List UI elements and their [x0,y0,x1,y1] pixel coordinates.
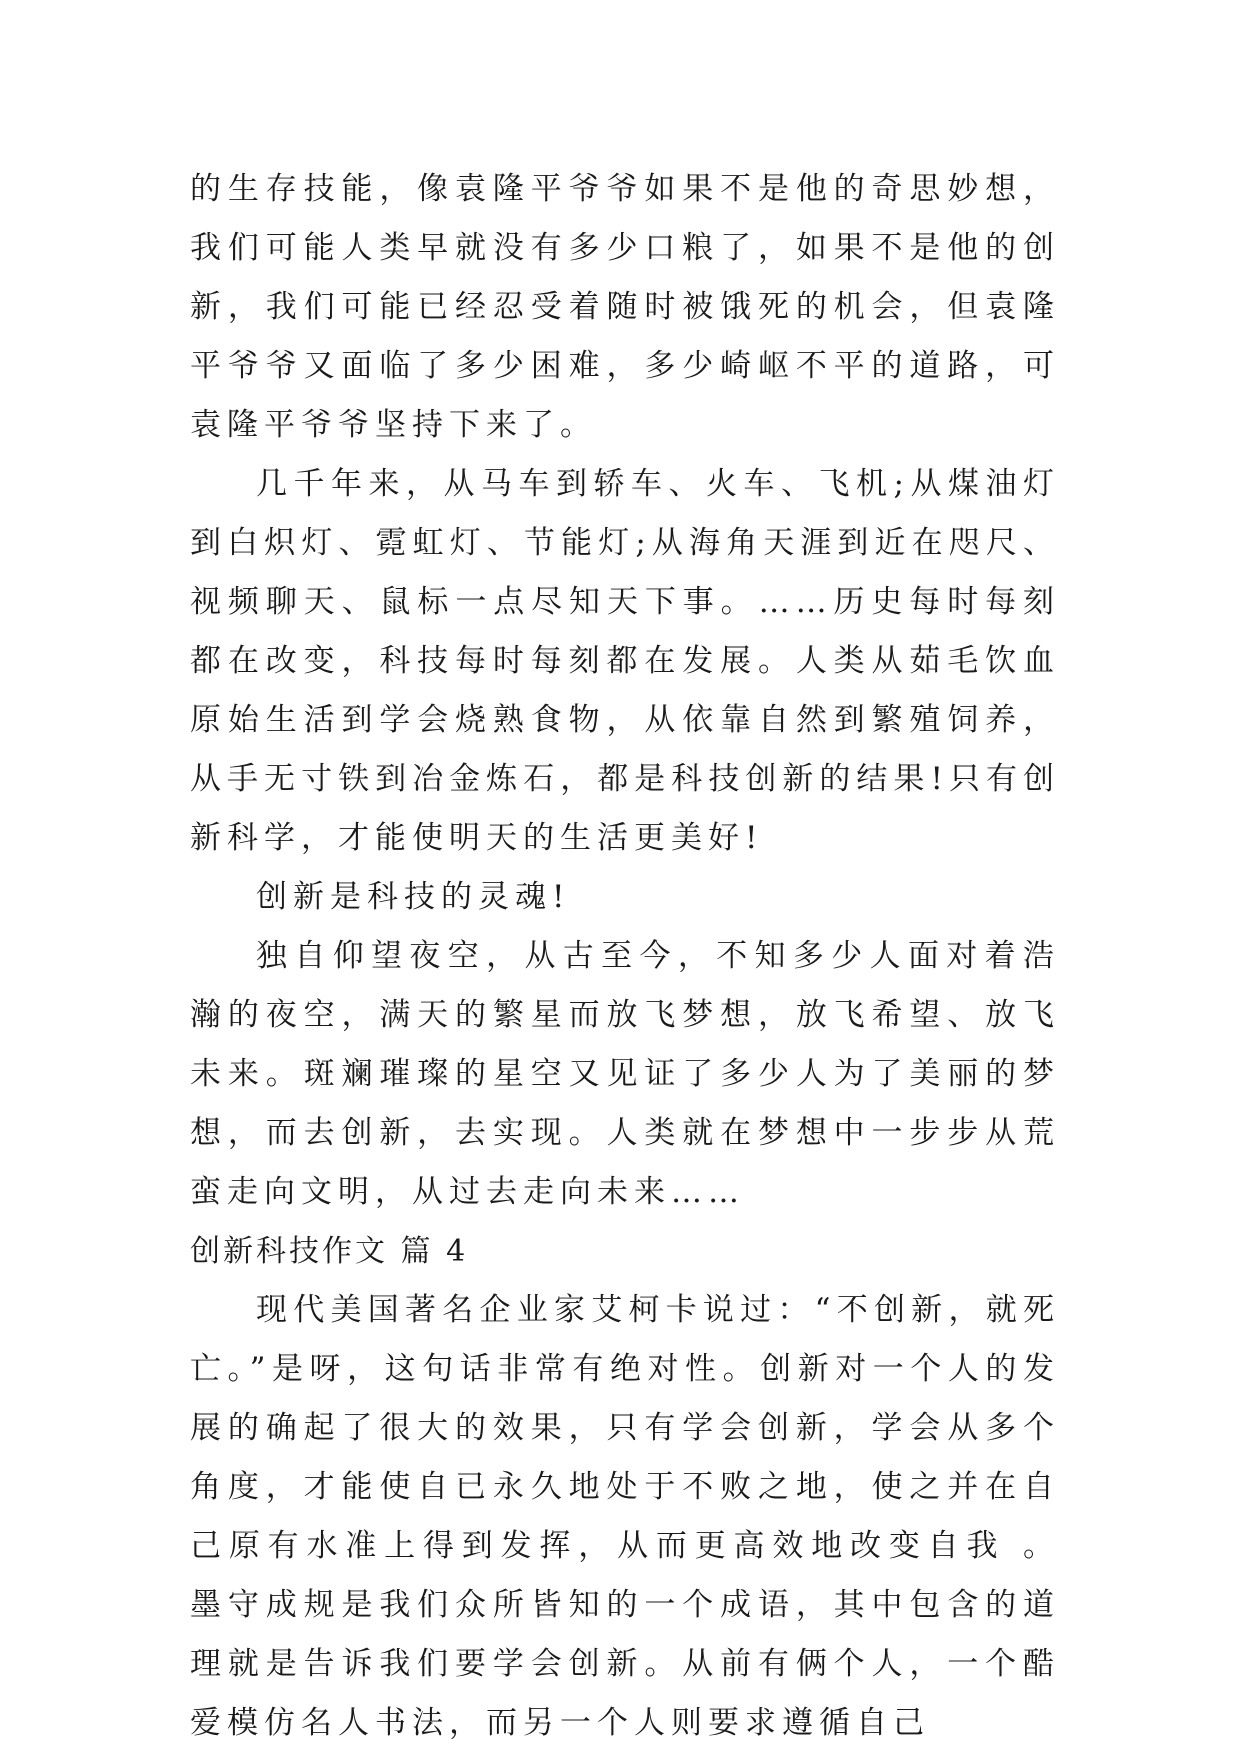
essay-heading: 创新科技作文 篇 4 [190,1234,469,1269]
paragraph-continued: 的生存技能，像袁隆平爷爷如果不是他的奇思妙想，我们可能人类早就没有多少口粮了，如果不是他的创新，我们可能已经忍受着随时被饿死的机会，但袁隆平爷爷又面临了多少困难，多少崎岖不平的道路，可袁隆平爷爷坚持下来了。 [190,171,1060,443]
paragraph-iacocca: 现代美国著名企业家艾柯卡说过：“不创新，就死亡。”是呀，这句话非常有绝对性。创新对一个人的发展的确起了很大的效果，只有学会创新，学会从多个角度，才能使自已永久地处于不败之地，使之并在自己原有水准上得到发挥，从而更高效地改变自我 。 墨守成规是我们众所皆知的一个成语，其中包含的道理就是告诉我们要学会创新。从前有俩个人，一个酷爱模仿名人书法，而另一个人则要求遵循自己 [190,1292,1060,1741]
paragraph-history: 几千年来，从马车到轿车、火车、飞机;从煤油灯到白炽灯、霓虹灯、节能灯;从海角天涯到近在咫尺、视频聊天、鼠标一点尽知天下事。……历史每时每刻都在改变，科技每时每刻都在发展。人类从茹毛饮血原始生活到学会烧熟食物，从依靠自然到繁殖饲养，从手无寸铁到冶金炼石，都是科技创新的结果!只有创新科学，才能使明天的生活更美好! [190,466,1060,856]
paragraph-night-sky: 独自仰望夜空，从古至今，不知多少人面对着浩瀚的夜空，满天的繁星而放飞梦想，放飞希望、放飞未来。斑斓璀璨的星空又见证了多少人为了美丽的梦想，而去创新，去实现。人类就在梦想中一步步从荒蛮走向文明，从过去走向未来…… [190,938,1060,1210]
document-page [190,160,1060,1753]
paragraph-soul: 创新是科技的灵魂! [256,879,571,915]
